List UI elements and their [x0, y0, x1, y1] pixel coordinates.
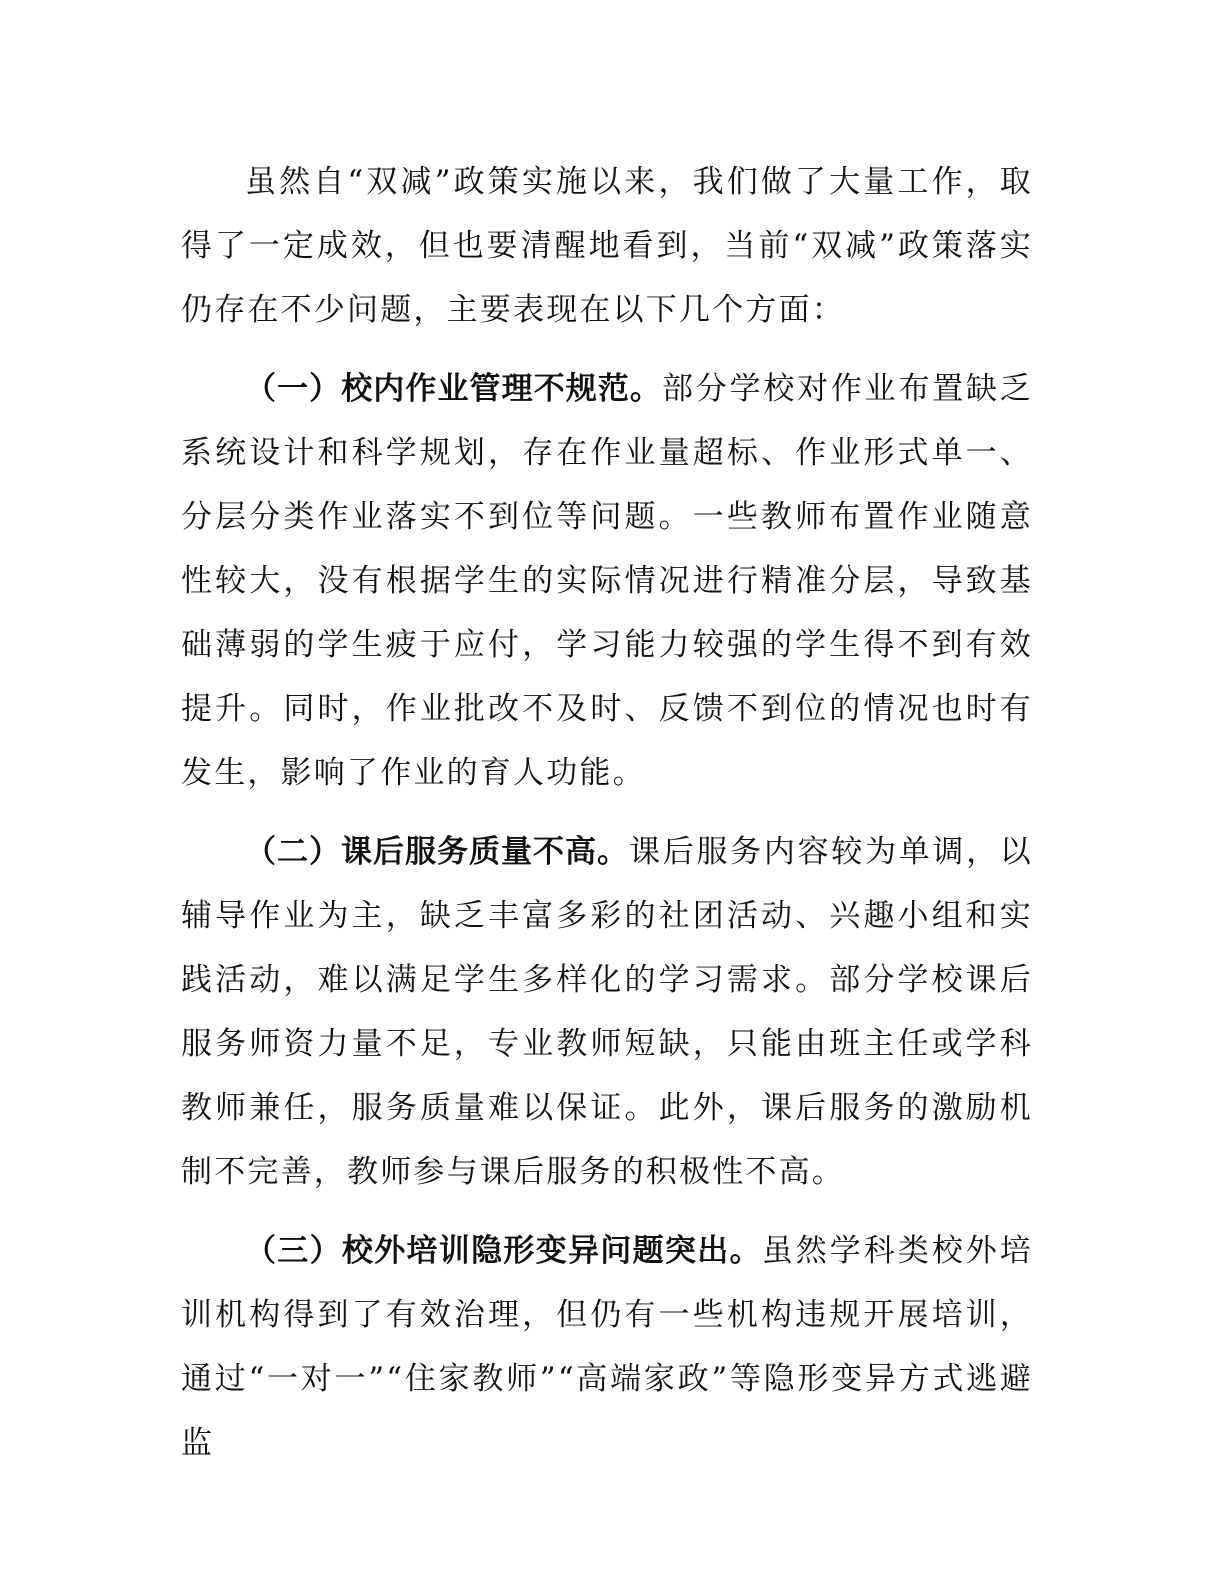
intro-text: 虽然自“双减”政策实施以来，我们做了大量工作，取得了一定成效，但也要清醒地看到，当前“双减”政策落实仍存在不少问题，主要表现在以下几个方面：	[181, 164, 1033, 328]
section-body-3: 虽然学科类校外培训机构得到了有效治理，但仍有一些机构违规开展培训，通过“一对一”“住家教师”“高端家政”等隐形变异方式逃避监	[181, 1233, 1033, 1461]
section-paragraph-1	[181, 357, 1033, 805]
section-heading-3: （三）校外培训隐形变异问题突出。	[245, 1233, 762, 1269]
section-paragraph-2	[181, 820, 1033, 1204]
section-body-2: 课后服务内容较为单调，以辅导作业为主，缺乏丰富多彩的社团活动、兴趣小组和实践活动，难以满足学生多样化的学习需求。部分学校课后服务师资力量不足，专业教师短缺，只能由班主任或学科教师兼任，服务质量难以保证。此外，课后服务的激励机制不完善，教师参与课后服务的积极性不高。	[181, 834, 1034, 1190]
section-body-1: 部分学校对作业布置缺乏系统设计和科学规划，存在作业量超标、作业形式单一、分层分类作业落实不到位等问题。一些教师布置作业随意性较大，没有根据学生的实际情况进行精准分层，导致基础薄弱的学生疲于应付，学习能力较强的学生得不到有效提升。同时，作业批改不及时、反馈不到位的情况也时有发生，影响了作业的育人功能。	[181, 371, 1033, 791]
intro-paragraph	[181, 150, 1033, 342]
document-page	[181, 150, 1033, 1475]
section-paragraph-3	[181, 1219, 1033, 1475]
section-heading-2: （二）课后服务质量不高。	[245, 834, 630, 870]
section-heading-1: （一）校内作业管理不规范。	[245, 371, 663, 407]
